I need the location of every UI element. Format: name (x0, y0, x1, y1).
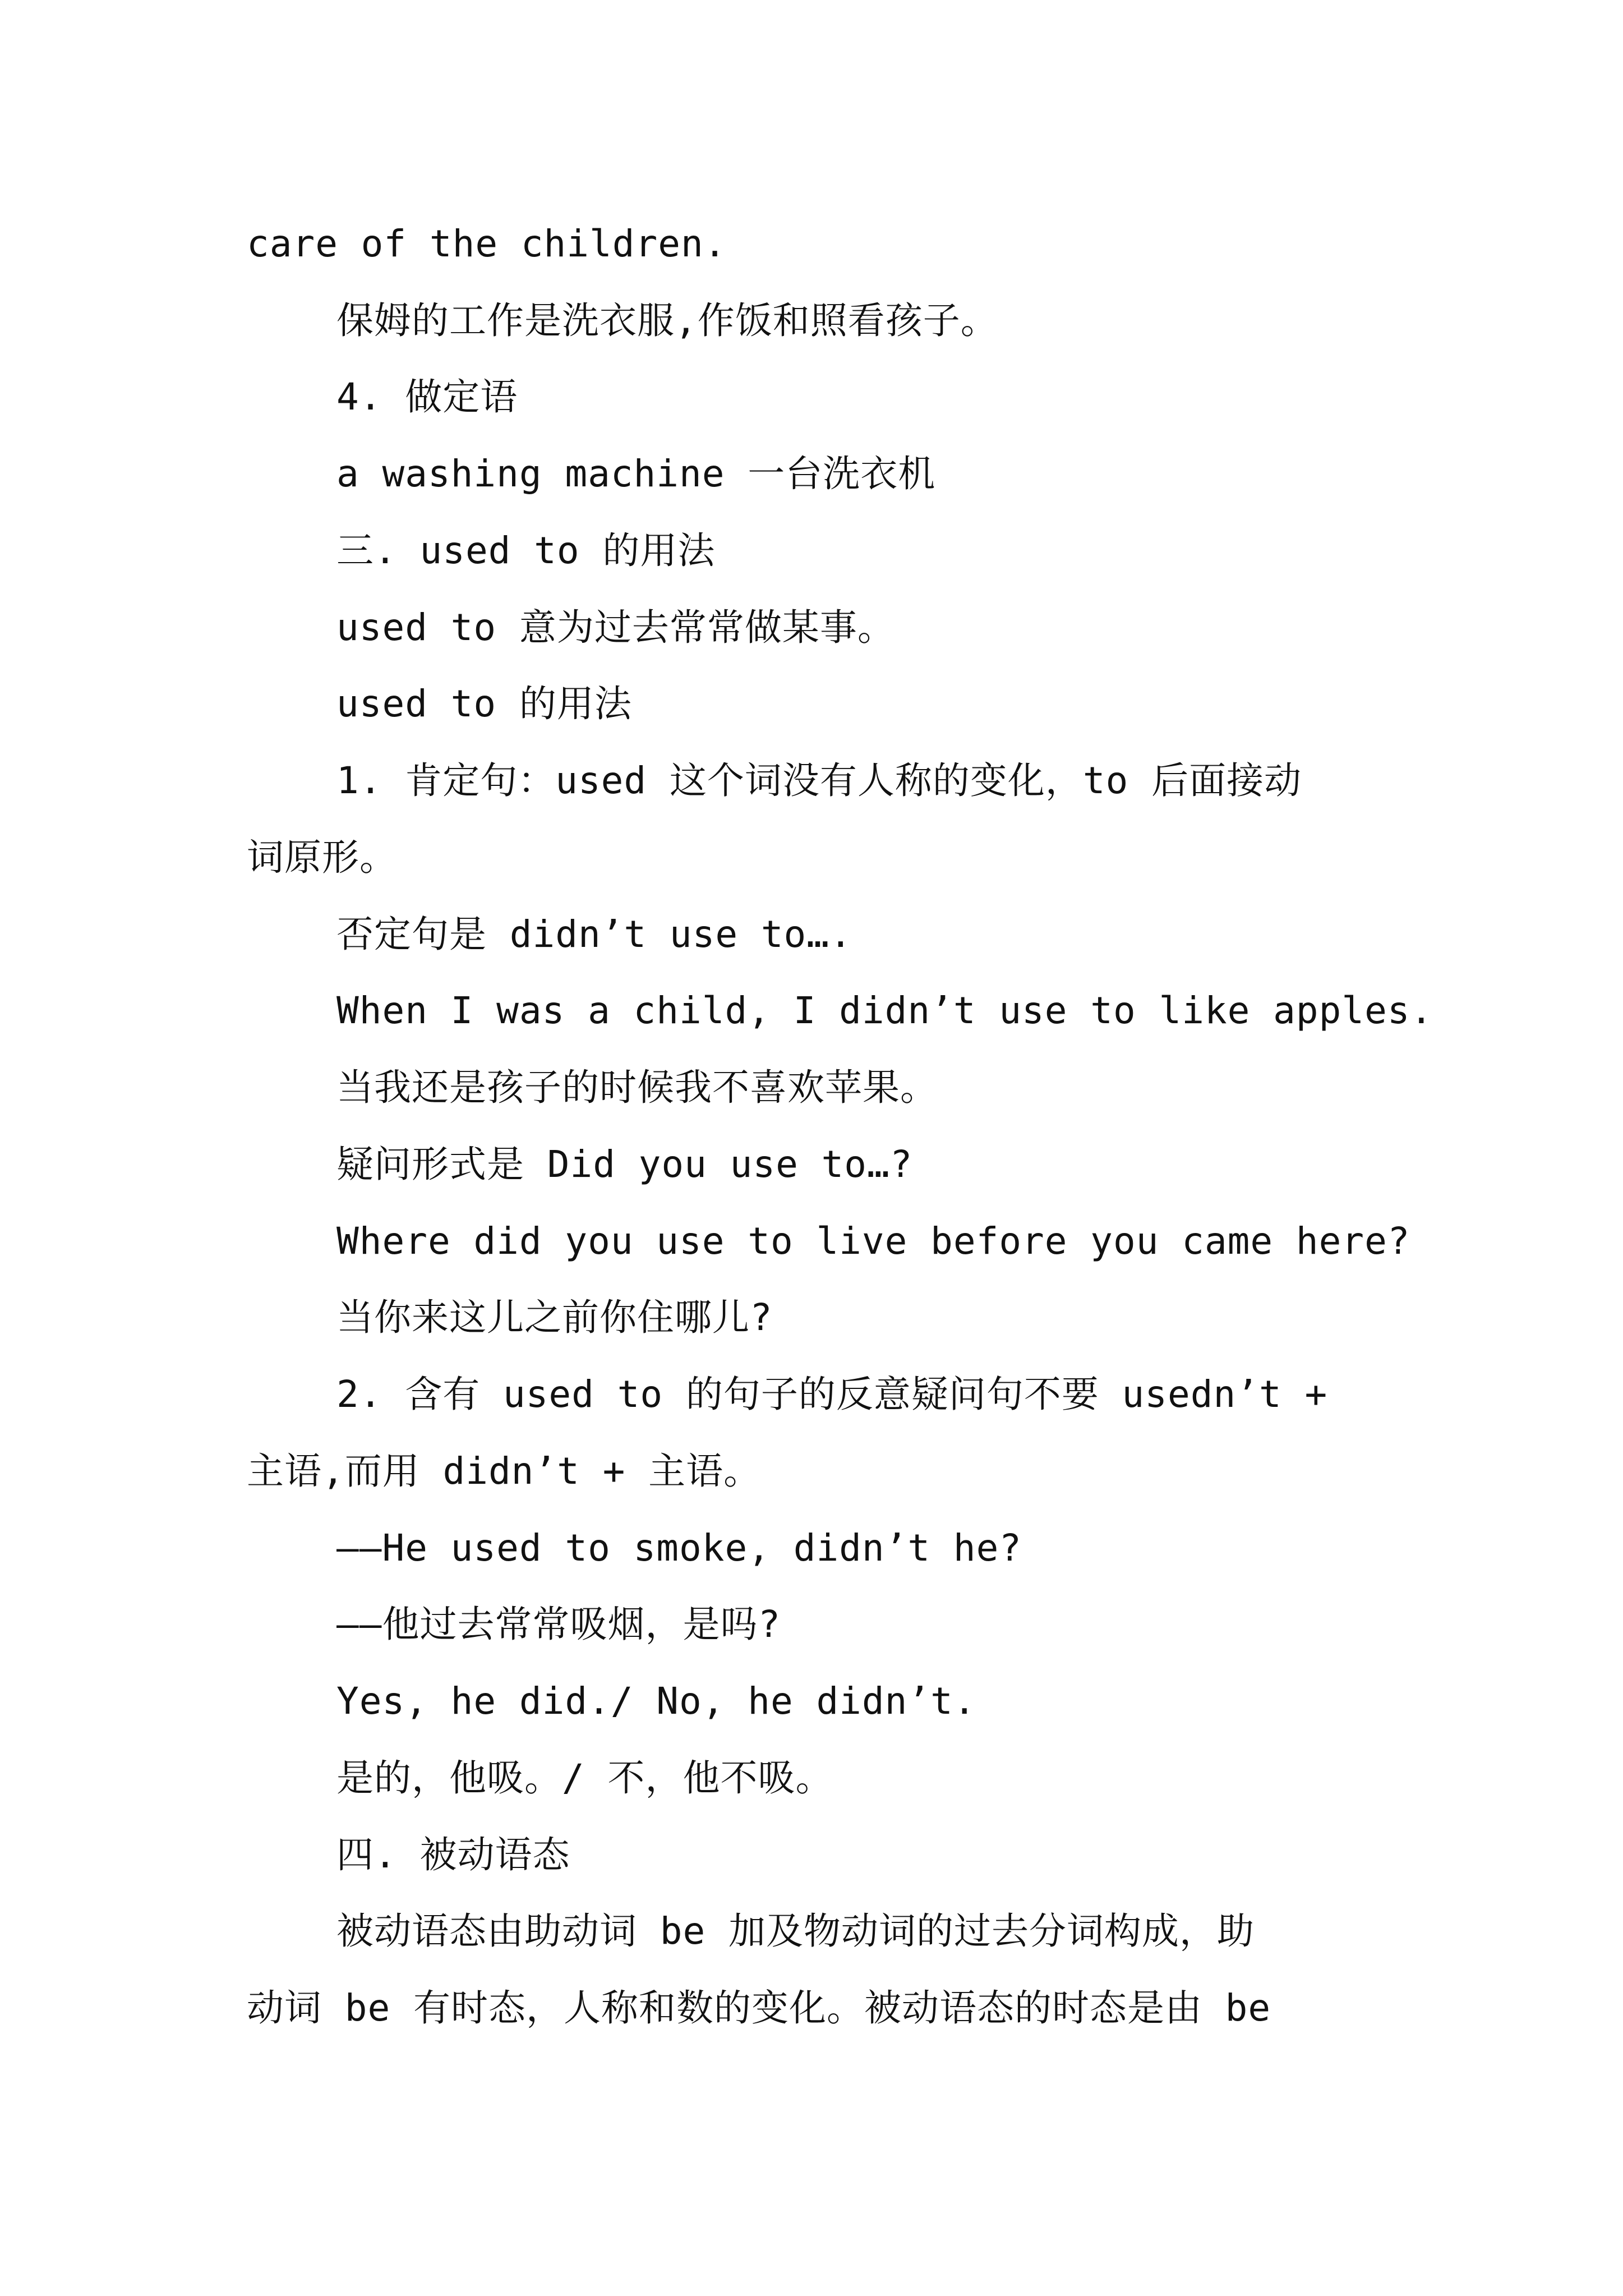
text-line: 词原形。 (247, 836, 397, 879)
text-line: used to 的用法 (336, 682, 632, 725)
text-line: 当你来这儿之前你住哪儿? (336, 1296, 773, 1339)
text-line: 是的，他吸。/ 不，他不吸。 (336, 1756, 833, 1800)
text-line: 主语,而用 didn’t + 主语。 (247, 1450, 762, 1493)
text-line: 保姆的工作是洗衣服,作饭和照看孩子。 (336, 299, 998, 342)
text-line: ——He used to smoke, didn’t he? (336, 1526, 1022, 1570)
text-line: 否定句是 didn’t use to…. (336, 913, 852, 956)
text-line: 被动语态由助动词 be 加及物动词的过去分词构成，助 (336, 1910, 1255, 1953)
text-line: 疑问形式是 Did you use to…? (336, 1143, 913, 1186)
text-line: care of the children. (247, 222, 727, 265)
text-line: Where did you use to live before you came here? (336, 1220, 1410, 1263)
text-line: a washing machine 一台洗衣机 (336, 452, 936, 495)
text-line: 三. used to 的用法 (336, 529, 716, 572)
text-line: 1. 肯定句：used 这个词没有人称的变化，to 后面接动 (336, 759, 1302, 802)
text-line: 动词 be 有时态，人称和数的变化。被动语态的时态是由 be (247, 1986, 1271, 2030)
text-line: When I was a child, I didn’t use to like apples. (336, 989, 1433, 1032)
text-line: ——他过去常常吸烟，是吗? (336, 1603, 781, 1646)
text-line: 4. 做定语 (336, 375, 518, 418)
text-line: 2. 含有 used to 的句子的反意疑问句不要 usedn’t + (336, 1373, 1328, 1416)
text-line: Yes, he did./ No, he didn’t. (336, 1680, 976, 1723)
text-line: used to 意为过去常常做某事。 (336, 606, 895, 649)
text-line: 四. 被动语态 (336, 1833, 570, 1876)
text-line: 当我还是孩子的时候我不喜欢苹果。 (336, 1066, 938, 1109)
